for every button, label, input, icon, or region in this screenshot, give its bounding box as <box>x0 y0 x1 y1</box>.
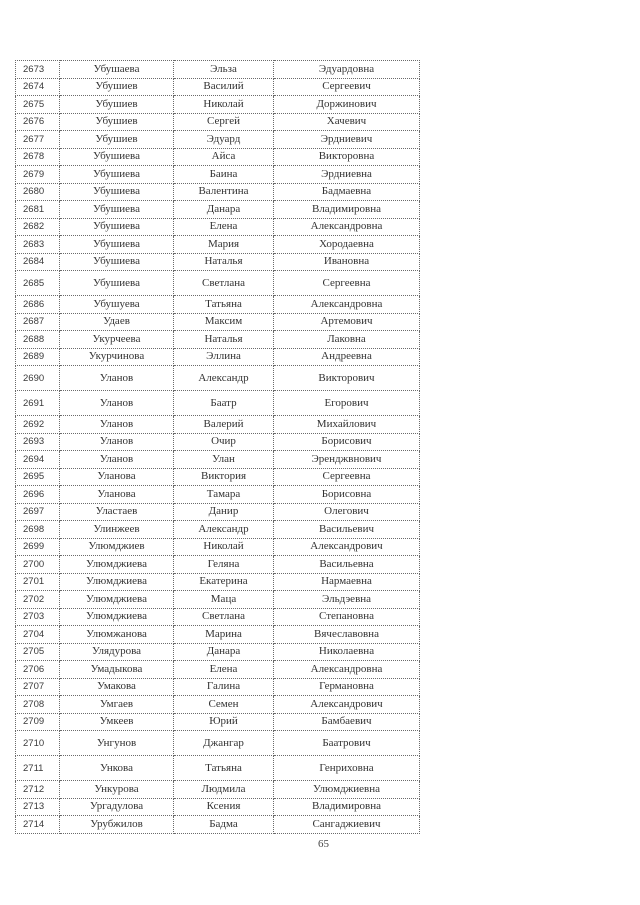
patronymic-cell: Бадмаевна <box>274 183 420 201</box>
last-name-cell: Улядурова <box>60 643 174 661</box>
first-name-cell: Максим <box>174 313 274 331</box>
patronymic-cell: Нармаевна <box>274 573 420 591</box>
last-name-cell: Укурчинова <box>60 348 174 366</box>
last-name-cell: Умадыкова <box>60 661 174 679</box>
last-name-cell: Ункурова <box>60 781 174 799</box>
last-name-cell: Укурчеева <box>60 331 174 349</box>
last-name-cell: Уланов <box>60 366 174 391</box>
table-row <box>16 218 420 236</box>
first-name-cell: Елена <box>174 661 274 679</box>
table-row <box>16 78 420 96</box>
first-name-cell: Ксения <box>174 798 274 816</box>
table-row <box>16 643 420 661</box>
patronymic-cell: Викторовна <box>274 148 420 166</box>
row-number-cell: 2692 <box>16 416 60 434</box>
first-name-cell: Людмила <box>174 781 274 799</box>
patronymic-cell: Эрдниевич <box>274 131 420 149</box>
last-name-cell: Убушиева <box>60 148 174 166</box>
patronymic-cell: Александрович <box>274 538 420 556</box>
row-number-cell: 2702 <box>16 591 60 609</box>
first-name-cell: Марина <box>174 626 274 644</box>
row-number-cell: 2709 <box>16 713 60 731</box>
first-name-cell: Улан <box>174 451 274 469</box>
patronymic-cell: Владимировна <box>274 798 420 816</box>
patronymic-cell: Александрович <box>274 696 420 714</box>
first-name-cell: Эльза <box>174 61 274 79</box>
row-number-cell: 2696 <box>16 486 60 504</box>
first-name-cell: Галина <box>174 678 274 696</box>
first-name-cell: Мария <box>174 236 274 254</box>
roster-table <box>15 60 420 834</box>
patronymic-cell: Сергеевна <box>274 468 420 486</box>
patronymic-cell: Ивановна <box>274 253 420 271</box>
table-row <box>16 468 420 486</box>
table-row <box>16 556 420 574</box>
patronymic-cell: Сергеевна <box>274 271 420 296</box>
table-row <box>16 591 420 609</box>
patronymic-cell: Викторович <box>274 366 420 391</box>
row-number-cell: 2700 <box>16 556 60 574</box>
row-number-cell: 2698 <box>16 521 60 539</box>
first-name-cell: Юрий <box>174 713 274 731</box>
row-number-cell: 2712 <box>16 781 60 799</box>
row-number-cell: 2693 <box>16 433 60 451</box>
last-name-cell: Убушиева <box>60 271 174 296</box>
patronymic-cell: Артемович <box>274 313 420 331</box>
last-name-cell: Уланова <box>60 468 174 486</box>
first-name-cell: Виктория <box>174 468 274 486</box>
row-number-cell: 2704 <box>16 626 60 644</box>
last-name-cell: Улинжеев <box>60 521 174 539</box>
last-name-cell: Убушиева <box>60 253 174 271</box>
table-row <box>16 713 420 731</box>
last-name-cell: Ункова <box>60 756 174 781</box>
first-name-cell: Светлана <box>174 608 274 626</box>
patronymic-cell: Сангаджиевич <box>274 816 420 834</box>
table-row <box>16 113 420 131</box>
row-number-cell: 2678 <box>16 148 60 166</box>
row-number-cell: 2675 <box>16 96 60 114</box>
first-name-cell: Николай <box>174 96 274 114</box>
patronymic-cell: Олегович <box>274 503 420 521</box>
patronymic-cell: Бамбаевич <box>274 713 420 731</box>
first-name-cell: Наталья <box>174 331 274 349</box>
row-number-cell: 2686 <box>16 296 60 314</box>
patronymic-cell: Сергеевич <box>274 78 420 96</box>
last-name-cell: Убушиева <box>60 201 174 219</box>
patronymic-cell: Андреевна <box>274 348 420 366</box>
table-row <box>16 798 420 816</box>
patronymic-cell: Эдуардовна <box>274 61 420 79</box>
first-name-cell: Валентина <box>174 183 274 201</box>
first-name-cell: Айса <box>174 148 274 166</box>
row-number-cell: 2681 <box>16 201 60 219</box>
roster-body <box>16 61 420 834</box>
table-row <box>16 608 420 626</box>
table-row <box>16 486 420 504</box>
patronymic-cell: Доржинович <box>274 96 420 114</box>
first-name-cell: Валерий <box>174 416 274 434</box>
first-name-cell: Александр <box>174 366 274 391</box>
last-name-cell: Улюмджиева <box>60 608 174 626</box>
row-number-cell: 2707 <box>16 678 60 696</box>
last-name-cell: Уланов <box>60 451 174 469</box>
last-name-cell: Ургадулова <box>60 798 174 816</box>
row-number-cell: 2706 <box>16 661 60 679</box>
first-name-cell: Баатр <box>174 391 274 416</box>
table-row <box>16 271 420 296</box>
row-number-cell: 2684 <box>16 253 60 271</box>
row-number-cell: 2695 <box>16 468 60 486</box>
first-name-cell: Татьяна <box>174 756 274 781</box>
row-number-cell: 2714 <box>16 816 60 834</box>
table-row <box>16 253 420 271</box>
last-name-cell: Удаев <box>60 313 174 331</box>
first-name-cell: Маца <box>174 591 274 609</box>
row-number-cell: 2676 <box>16 113 60 131</box>
first-name-cell: Эллина <box>174 348 274 366</box>
patronymic-cell: Эренджвнович <box>274 451 420 469</box>
last-name-cell: Убушиев <box>60 78 174 96</box>
table-row <box>16 433 420 451</box>
row-number-cell: 2680 <box>16 183 60 201</box>
table-row <box>16 313 420 331</box>
last-name-cell: Уланов <box>60 391 174 416</box>
patronymic-cell: Николаевна <box>274 643 420 661</box>
row-number-cell: 2699 <box>16 538 60 556</box>
row-number-cell: 2682 <box>16 218 60 236</box>
table-row <box>16 366 420 391</box>
patronymic-cell: Борисовна <box>274 486 420 504</box>
last-name-cell: Улюмджиева <box>60 573 174 591</box>
patronymic-cell: Генриховна <box>274 756 420 781</box>
last-name-cell: Улюмжанова <box>60 626 174 644</box>
patronymic-cell: Степановна <box>274 608 420 626</box>
table-row <box>16 538 420 556</box>
patronymic-cell: Вячеславовна <box>274 626 420 644</box>
last-name-cell: Уланов <box>60 433 174 451</box>
first-name-cell: Очир <box>174 433 274 451</box>
table-row <box>16 236 420 254</box>
first-name-cell: Сергей <box>174 113 274 131</box>
row-number-cell: 2687 <box>16 313 60 331</box>
first-name-cell: Тамара <box>174 486 274 504</box>
row-number-cell: 2673 <box>16 61 60 79</box>
row-number-cell: 2694 <box>16 451 60 469</box>
last-name-cell: Убушиев <box>60 96 174 114</box>
last-name-cell: Урубжилов <box>60 816 174 834</box>
first-name-cell: Екатерина <box>174 573 274 591</box>
last-name-cell: Убушиева <box>60 236 174 254</box>
table-row <box>16 148 420 166</box>
patronymic-cell: Александровна <box>274 661 420 679</box>
row-number-cell: 2708 <box>16 696 60 714</box>
last-name-cell: Умкеев <box>60 713 174 731</box>
row-number-cell: 2677 <box>16 131 60 149</box>
table-row <box>16 816 420 834</box>
table-row <box>16 416 420 434</box>
row-number-cell: 2674 <box>16 78 60 96</box>
last-name-cell: Унгунов <box>60 731 174 756</box>
last-name-cell: Убушиева <box>60 166 174 184</box>
patronymic-cell: Александровна <box>274 218 420 236</box>
row-number-cell: 2690 <box>16 366 60 391</box>
patronymic-cell: Хородаевна <box>274 236 420 254</box>
last-name-cell: Улюмджиева <box>60 591 174 609</box>
patronymic-cell: Владимировна <box>274 201 420 219</box>
first-name-cell: Баина <box>174 166 274 184</box>
last-name-cell: Улюмджиева <box>60 556 174 574</box>
table-row <box>16 131 420 149</box>
last-name-cell: Умакова <box>60 678 174 696</box>
table-row <box>16 391 420 416</box>
row-number-cell: 2688 <box>16 331 60 349</box>
first-name-cell: Бадма <box>174 816 274 834</box>
last-name-cell: Уланов <box>60 416 174 434</box>
row-number-cell: 2703 <box>16 608 60 626</box>
first-name-cell: Николай <box>174 538 274 556</box>
row-number-cell: 2685 <box>16 271 60 296</box>
patronymic-cell: Александровна <box>274 296 420 314</box>
last-name-cell: Убушиев <box>60 131 174 149</box>
table-row <box>16 678 420 696</box>
table-row <box>16 166 420 184</box>
patronymic-cell: Улюмджиевна <box>274 781 420 799</box>
patronymic-cell: Эрдниевна <box>274 166 420 184</box>
table-row <box>16 573 420 591</box>
table-row <box>16 331 420 349</box>
last-name-cell: Улюмджиев <box>60 538 174 556</box>
first-name-cell: Светлана <box>174 271 274 296</box>
table-row <box>16 626 420 644</box>
table-row <box>16 521 420 539</box>
row-number-cell: 2705 <box>16 643 60 661</box>
first-name-cell: Наталья <box>174 253 274 271</box>
table-row <box>16 183 420 201</box>
last-name-cell: Уластаев <box>60 503 174 521</box>
patronymic-cell: Васильевич <box>274 521 420 539</box>
first-name-cell: Василий <box>174 78 274 96</box>
table-row <box>16 96 420 114</box>
table-row <box>16 661 420 679</box>
row-number-cell: 2691 <box>16 391 60 416</box>
patronymic-cell: Хачевич <box>274 113 420 131</box>
row-number-cell: 2697 <box>16 503 60 521</box>
first-name-cell: Джангар <box>174 731 274 756</box>
table-row <box>16 503 420 521</box>
table-row <box>16 756 420 781</box>
last-name-cell: Убушиева <box>60 183 174 201</box>
first-name-cell: Эдуард <box>174 131 274 149</box>
row-number-cell: 2683 <box>16 236 60 254</box>
last-name-cell: Убушаева <box>60 61 174 79</box>
first-name-cell: Татьяна <box>174 296 274 314</box>
first-name-cell: Елена <box>174 218 274 236</box>
table-row <box>16 201 420 219</box>
row-number-cell: 2710 <box>16 731 60 756</box>
row-number-cell: 2679 <box>16 166 60 184</box>
patronymic-cell: Баатрович <box>274 731 420 756</box>
first-name-cell: Геляна <box>174 556 274 574</box>
first-name-cell: Данир <box>174 503 274 521</box>
row-number-cell: 2713 <box>16 798 60 816</box>
first-name-cell: Семен <box>174 696 274 714</box>
table-row <box>16 781 420 799</box>
table-row <box>16 451 420 469</box>
patronymic-cell: Васильевна <box>274 556 420 574</box>
patronymic-cell: Лаковна <box>274 331 420 349</box>
last-name-cell: Уланова <box>60 486 174 504</box>
table-row <box>16 296 420 314</box>
patronymic-cell: Егорович <box>274 391 420 416</box>
row-number-cell: 2701 <box>16 573 60 591</box>
table-row <box>16 348 420 366</box>
patronymic-cell: Эльдэевна <box>274 591 420 609</box>
patronymic-cell: Михайлович <box>274 416 420 434</box>
last-name-cell: Умгаев <box>60 696 174 714</box>
table-row <box>16 731 420 756</box>
last-name-cell: Убушуева <box>60 296 174 314</box>
last-name-cell: Убушиева <box>60 218 174 236</box>
last-name-cell: Убушиев <box>60 113 174 131</box>
row-number-cell: 2711 <box>16 756 60 781</box>
row-number-cell: 2689 <box>16 348 60 366</box>
first-name-cell: Данара <box>174 643 274 661</box>
first-name-cell: Александр <box>174 521 274 539</box>
page-number: 65 <box>318 838 329 850</box>
patronymic-cell: Борисович <box>274 433 420 451</box>
patronymic-cell: Германовна <box>274 678 420 696</box>
table-row <box>16 61 420 79</box>
first-name-cell: Данара <box>174 201 274 219</box>
table-row <box>16 696 420 714</box>
